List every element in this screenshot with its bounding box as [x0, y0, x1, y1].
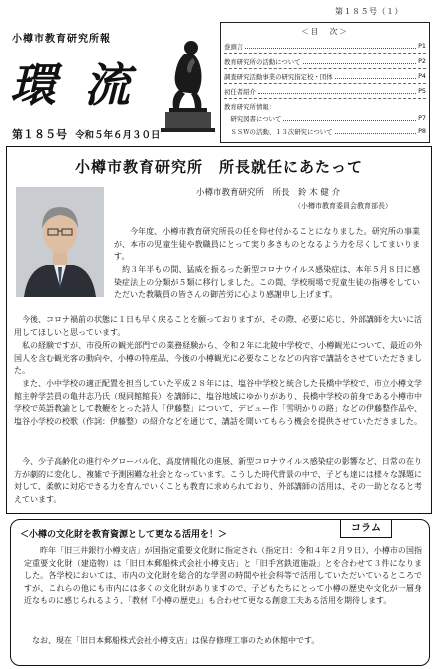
- issue-number: 第１８５号: [12, 128, 67, 141]
- column-paragraph: なお、現在「旧日本郵船株式会社小樽支店」は保存修理工事のため休館中です。: [32, 636, 320, 645]
- column-title: ＜小樽の文化財を教育資源として更なる活用を！＞: [20, 530, 228, 540]
- toc-item[interactable]: 初任者紹介 P5: [224, 87, 426, 96]
- organization-title: 小樽市教育研究所報: [12, 34, 111, 45]
- issue-date: 令和５年６月３０日: [75, 130, 161, 141]
- masthead-title: 環 流: [10, 58, 137, 112]
- article-paragraph: 今年度、小樽市教育研究所長の任を仰せ付かることになりました。研究所の事業が、本市の児童生徒や教職員にとって実り多きものとなるよう力を尽くしてまいります。: [114, 227, 420, 262]
- toc-item[interactable]: 研究図書について P7: [224, 114, 426, 123]
- article-paragraph: 今、少子高齢化の進行やグローバル化、高度情報化の進展、新型コロナウイルス感染症の影響など、日常の在り方が劇的に変化し、複雑で予測困難な社会となっています。こうした時代背景の中で、子ども達には様々な課題に対して、柔軟に対応できる力を育んでいくことも教育に求められており、外部講師の活用は、その一助となると考えています。: [14, 457, 422, 504]
- article-paragraph: また、小中学校の適正配置を担当していた平成２８年には、塩谷中学校と統合した長橋中学校で、市立小樽文学館主幹学芸員の亀井志乃氏（現同館館長）を講師に、塩谷地域にゆかりがあり、長橋中学校の前身である小樽市中学校で英語教諭として教鞭をとった詩人「伊藤整」について、デビュー作「雪明かりの路」などの伊藤整作品や、塩谷小学校の校歌（作詞：伊藤整）の紹介などを通じて、講話を聞いてもらう機会を提供させていただきました。: [14, 379, 422, 426]
- toc-item[interactable]: ＳＳＷの活動、１３次研究について P8: [224, 127, 426, 136]
- author-portrait-photo: [16, 187, 104, 297]
- article-byline: 小樽市教育研究所 所長 鈴 木 健 介: [196, 188, 341, 198]
- thinker-statue-illustration: [157, 24, 217, 134]
- issue-line: [12, 126, 161, 142]
- article-paragraph: 私の経験ですが、市役所の観光部門での業務経験から、令和２年に北陵中学校で、小樽観光について、最近の外国人を含む観光客の動向や、小樽の特産品、今後の小樽観光に必要なことなどの内容で講話をさせていただきました。: [14, 341, 422, 376]
- column-tag: コラム: [340, 519, 392, 538]
- toc-title: ＜目 次＞: [301, 27, 349, 36]
- toc-item: 教育研究所情報：: [224, 103, 276, 111]
- toc-item[interactable]: 調査研究活動事業の研究指定校・団体 P4: [224, 72, 426, 81]
- toc-item[interactable]: 教育研究所の活動について P2: [224, 57, 426, 66]
- toc-item[interactable]: 巻頭言 P1: [224, 42, 426, 51]
- author-affiliation: （小樽市教育委員会教育部長）: [294, 202, 392, 210]
- article-paragraph: 約３年半もの間、猛威を振るった新型コロナウイルス感染症は、本年５月８日に感染症法上の分類が５類に移行しました。この間、学校現場で児童生徒の指導をしていただいた教職員の皆さんの御苦労に心より感謝申し上げます。: [114, 265, 420, 300]
- article-title: 小樽市教育研究所 所長就任にあたって: [74, 158, 363, 176]
- article-paragraph: 今後、コロナ禍前の状態に１日も早く戻ることを願っておりますが、その際、必要に応じ、外部講師を大いに活用してほしいと思っています。: [14, 315, 422, 337]
- column-paragraph: 昨年「旧三井銀行小樽支店」が国指定重要文化財に指定され（指定日：令和４年２月９日）、小樽市の国指定重要文化財（建造物）は「旧日本郵船株式会社小樽支店」と「旧手宮鉄道施設」とを合わせて３件になりました。各学校においては、市内の文化財を総合的な学習の時間や社会科等で活用していただいているところですが、これらの他にも市内には多くの文化財がありますので、子どもたちにとって小樽の歴史や文化が一層身近なものに感じられるよう、「教材『小樽の歴史』」も合わせて更なる創意工夫ある活用を期待します。: [24, 546, 422, 606]
- issue-number-top: 第１８５号（１）: [335, 7, 403, 16]
- table-of-contents: [220, 22, 430, 143]
